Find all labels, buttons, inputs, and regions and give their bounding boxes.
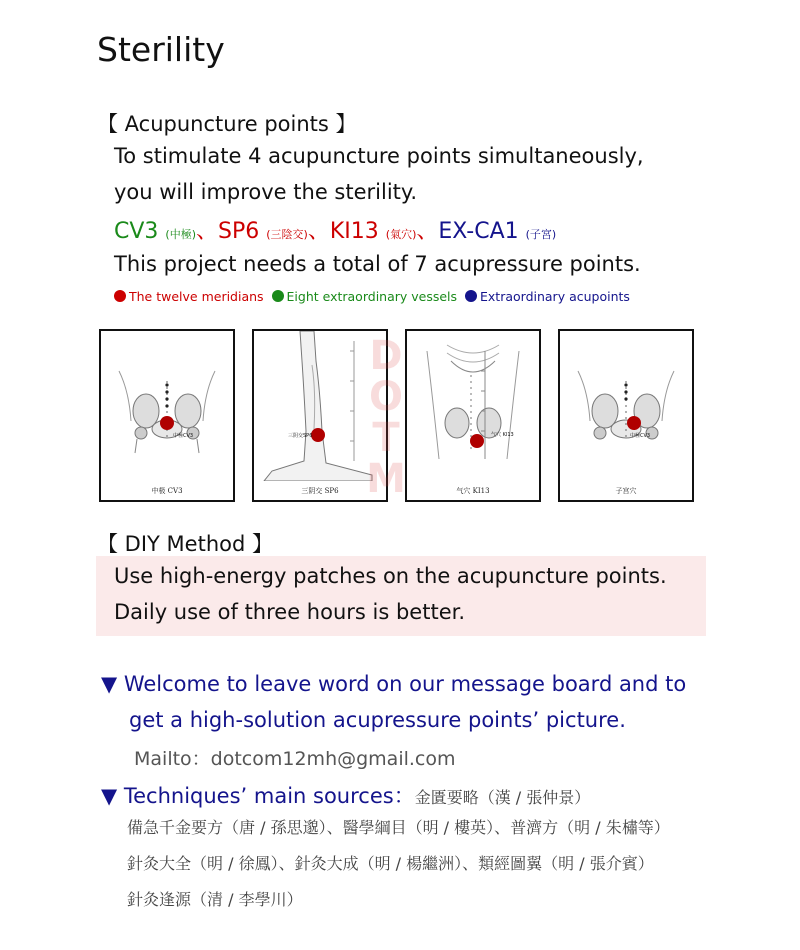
acupoint-image-ex-ca1 bbox=[558, 329, 694, 502]
diy-heading: 【 DIY Method 】 bbox=[97, 532, 273, 556]
diy-line-1: Use high-energy patches on the acupuncture points. bbox=[114, 564, 667, 588]
legend-twelve-meridians: The twelve meridians bbox=[114, 289, 264, 304]
point-cv3: CV3 (中極) bbox=[114, 219, 197, 244]
separator: 、 bbox=[416, 219, 439, 244]
triangle-down-icon: ▼ bbox=[101, 672, 118, 696]
acupuncture-heading: 【 Acupuncture points 】 bbox=[97, 112, 357, 136]
welcome-line-1: ▼ Welcome to leave word on our message board and to bbox=[101, 672, 687, 696]
triangle-down-icon: ▼ bbox=[101, 784, 118, 808]
point-label: 中極CV3 bbox=[173, 433, 194, 439]
welcome-line-2: get a high-solution acupressure points’ picture. bbox=[129, 708, 626, 732]
red-dot-icon bbox=[114, 290, 126, 302]
separator: 、 bbox=[307, 219, 330, 244]
sources-line-1: ▼ Techniques’ main sources：金匱要略（漢 / 張仲景） bbox=[101, 784, 591, 808]
pelvis-diagram bbox=[560, 331, 692, 481]
point-label: 气穴 KI13 bbox=[491, 432, 514, 438]
image-caption: 气穴 KI13 bbox=[456, 487, 490, 495]
sources-line-3: 針灸大全（明 / 徐鳳）、針灸大成（明 / 楊繼洲）、類經圖翼（明 / 張介賓） bbox=[127, 854, 654, 873]
image-caption: 中极 CV3 bbox=[151, 487, 183, 495]
acupoint-list bbox=[114, 214, 556, 245]
point-label: 中極CV3 bbox=[630, 433, 651, 439]
point-ki13: KI13 (氣穴) bbox=[329, 219, 417, 244]
page-title: Sterility bbox=[97, 30, 225, 69]
green-dot-icon bbox=[272, 290, 284, 302]
watermark-logo: D O T M bbox=[366, 333, 406, 502]
blue-dot-icon bbox=[465, 290, 477, 302]
image-caption: 子宫穴 bbox=[615, 487, 637, 495]
point-ex-ca1: EX-CA1 (子宮) bbox=[438, 219, 557, 244]
legend-extraordinary-acupoints: Extraordinary acupoints bbox=[465, 289, 630, 304]
mailto-link[interactable]: Mailto：dotcom12mh@gmail.com bbox=[134, 748, 456, 770]
diy-line-2: Daily use of three hours is better. bbox=[114, 600, 465, 624]
separator: 、 bbox=[196, 219, 219, 244]
acupoint-image-ki13 bbox=[405, 329, 541, 502]
image-caption: 三阴交 SP6 bbox=[301, 487, 339, 495]
intro-line-2: you will improve the sterility. bbox=[114, 180, 417, 204]
sources-line-2: 備急千金要方（唐 / 孫思邈）、醫學綱目（明 / 樓英）、普濟方（明 / 朱橚等） bbox=[127, 818, 670, 837]
pelvis-diagram bbox=[101, 331, 233, 481]
intro-line-1: To stimulate 4 acupuncture points simultaneously, bbox=[114, 144, 644, 168]
point-sp6: SP6 (三陰交) bbox=[218, 219, 308, 244]
source-entry: 金匱要略（漢 / 張仲景） bbox=[414, 788, 591, 807]
point-label: 三阴交SP6 bbox=[288, 433, 313, 439]
meridian-legend bbox=[114, 289, 630, 304]
torso-diagram bbox=[407, 331, 539, 481]
legend-extraordinary-vessels: Eight extraordinary vessels bbox=[272, 289, 458, 304]
sources-line-4: 針灸逢源（清 / 李學川） bbox=[127, 890, 303, 909]
total-points-line: This project needs a total of 7 acupressure points. bbox=[114, 252, 641, 276]
acupoint-image-cv3 bbox=[99, 329, 235, 502]
